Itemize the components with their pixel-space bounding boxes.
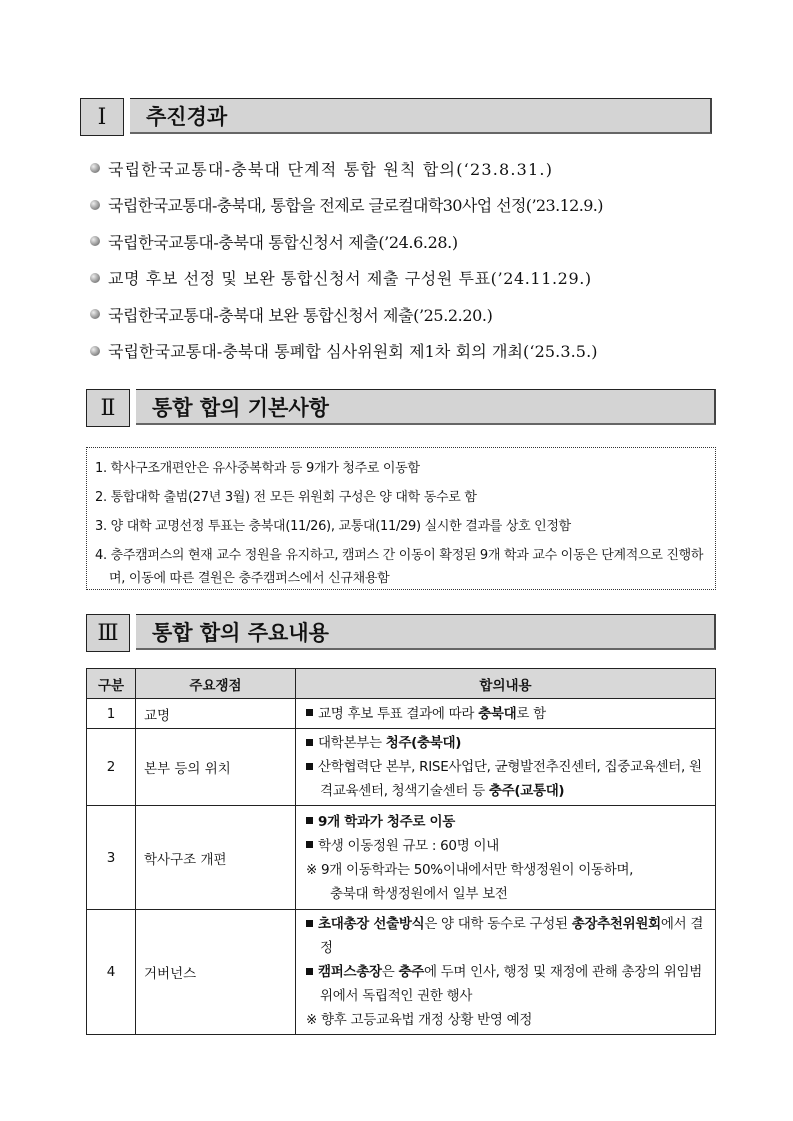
row-issue: 교명 — [136, 699, 296, 729]
section-title: 추진경과 — [130, 98, 712, 134]
section-number: Ⅲ — [86, 614, 130, 652]
content-line: 산학협력단 본부, RISE사업단, 균형발전추진센터, 집중교육센터, 원격교육센터, 청색기술센터 등 충주(교통대) — [306, 755, 709, 803]
basic-item: 1. 학사구조개편안은 유사중복학과 등 9개가 청주로 이동함 — [95, 461, 420, 476]
content-note: ※ 9개 이동학과는 50%이내에서만 학생정원이 이동하며, — [306, 861, 634, 878]
section-header-1 — [80, 98, 712, 136]
square-bullet-icon — [306, 739, 313, 746]
bullet-icon — [90, 309, 100, 319]
row-issue: 학사구조 개편 — [136, 806, 296, 910]
bullet-icon — [90, 346, 100, 356]
list-item: 국립한국교통대-충북대, 통합을 전제로 글로컬대학30사업 선정(’23.12.9.) — [90, 187, 720, 224]
bullet-icon — [90, 163, 100, 173]
content-line: 교명 후보 투표 결과에 따라 충북대로 함 — [306, 702, 709, 726]
progress-list — [90, 150, 720, 369]
table-row — [87, 699, 716, 729]
section-header-3 — [86, 614, 716, 652]
list-item: 국립한국교통대-충북대 보완 통합신청서 제출(’25.2.20.) — [90, 296, 720, 333]
row-issue: 본부 등의 위치 — [136, 729, 296, 806]
row-content — [296, 729, 716, 806]
basic-item: 2. 통합대학 출범(27년 3월) 전 모든 위원회 구성은 양 대학 동수로 함 — [95, 490, 477, 505]
basic-item: 3. 양 대학 교명선정 투표는 충북대(11/26), 교통대(11/29) 실시한 결과를 상호 인정함 — [95, 519, 571, 534]
content-note: ※ 향후 고등교육법 개정 상황 반영 예정 — [306, 1012, 533, 1028]
list-item: 교명 후보 선정 및 보완 통합신청서 제출 구성원 투표(’24.11.29.) — [90, 260, 720, 297]
row-number: 3 — [87, 806, 136, 910]
basic-terms-box — [86, 447, 716, 590]
header-content: 합의내용 — [296, 669, 716, 699]
square-bullet-icon — [306, 763, 313, 770]
row-number: 4 — [87, 910, 136, 1035]
square-bullet-icon — [306, 920, 313, 927]
row-content — [296, 910, 716, 1035]
square-bullet-icon — [306, 817, 313, 824]
list-item: 국립한국교통대-충북대 통폐합 심사위원회 제1차 회의 개최(‘25.3.5.) — [90, 333, 720, 370]
row-number: 1 — [87, 699, 136, 729]
section-title: 통합 합의 주요내용 — [136, 614, 716, 650]
square-bullet-icon — [306, 968, 313, 975]
content-line: 학생 이동정원 규모 : 60명 이내 — [306, 834, 709, 858]
basic-item: 4. 충주캠퍼스의 현재 교수 정원을 유지하고, 캠퍼스 간 이동이 확정된 9개 학과 교수 이동은 단계적으로 진행하며, 이동에 따른 결원은 충주캠퍼스에서 신규채용함 — [95, 548, 704, 586]
header-category: 구분 — [87, 669, 136, 699]
table-header-row — [87, 669, 716, 699]
list-item: 국립한국교통대-충북대 통합신청서 제출(’24.6.28.) — [90, 223, 720, 260]
table-row — [87, 729, 716, 806]
content-line: 캠퍼스총장은 충주에 두며 인사, 행정 및 재정에 관해 총장의 위임범위에서 독립적인 권한 행사 — [306, 960, 709, 1008]
square-bullet-icon — [306, 709, 313, 716]
section-title: 통합 합의 기본사항 — [136, 389, 716, 425]
row-content — [296, 699, 716, 729]
bullet-icon — [90, 236, 100, 246]
section-number: Ⅱ — [86, 389, 130, 427]
section-header-2 — [86, 389, 716, 427]
table-row — [87, 806, 716, 910]
content-line: 9개 학과가 청주로 이동 — [306, 810, 709, 834]
bullet-icon — [90, 273, 100, 283]
content-note: 충북대 학생정원에서 일부 보전 — [330, 885, 508, 902]
agreement-table — [86, 668, 716, 1035]
content-line: 대학본부는 청주(충북대) — [306, 731, 709, 755]
square-bullet-icon — [306, 841, 313, 848]
row-content — [296, 806, 716, 910]
row-issue: 거버넌스 — [136, 910, 296, 1035]
header-issue: 주요쟁점 — [136, 669, 296, 699]
row-number: 2 — [87, 729, 136, 806]
section-number: Ⅰ — [80, 98, 124, 136]
table-row — [87, 910, 716, 1035]
bullet-icon — [90, 200, 100, 210]
list-item: 국립한국교통대-충북대 단계적 통합 원칙 합의(‘23.8.31.) — [90, 150, 720, 187]
content-line: 초대총장 선출방식은 양 대학 동수로 구성된 총장추천위원회에서 결정 — [306, 912, 709, 960]
